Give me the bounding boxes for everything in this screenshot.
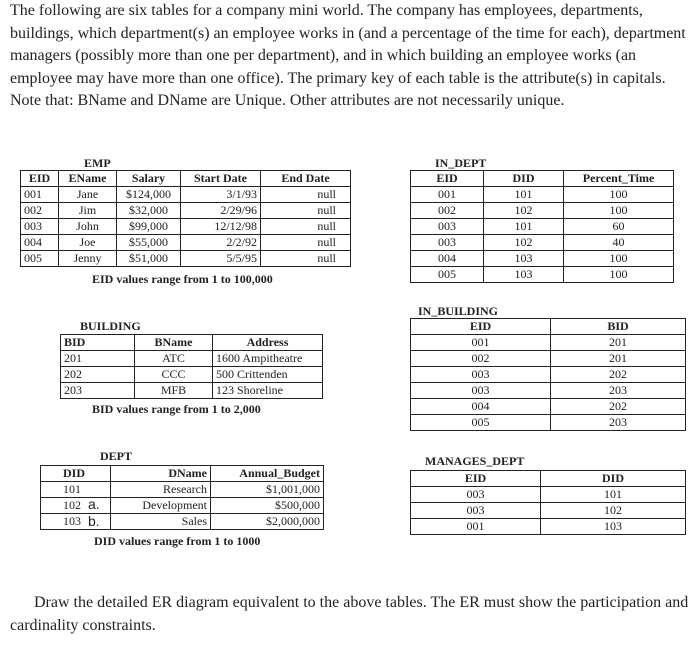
table-row [411, 203, 674, 219]
emp-table [20, 170, 351, 267]
table-row [411, 487, 686, 503]
table-row [21, 219, 351, 235]
table-row [411, 219, 674, 235]
in-dept-cell: 003 [411, 219, 484, 235]
building-cell: MFB [135, 383, 213, 399]
dept-cell: 102 [41, 498, 111, 514]
in-dept-cell: 002 [411, 203, 484, 219]
building-header-bid: BID [61, 335, 135, 351]
table-row [411, 251, 674, 267]
emp-title: EMP [84, 156, 111, 170]
emp-cell: 003 [21, 219, 59, 235]
emp-cell: $99,000 [117, 219, 181, 235]
in-building-cell: 003 [411, 383, 551, 399]
table-row [411, 519, 686, 535]
in-building-header-row [411, 319, 686, 335]
handwritten-mark-b: b. [88, 513, 100, 529]
dept-cell: $2,000,000 [211, 514, 324, 530]
building-cell: 500 Crittenden [213, 367, 323, 383]
table-row [41, 514, 324, 530]
manages-dept-cell: 103 [541, 519, 686, 535]
emp-cell: John [59, 219, 117, 235]
in-dept-cell: 103 [484, 267, 564, 283]
in-dept-cell: 100 [564, 187, 674, 203]
table-row [21, 251, 351, 267]
dept-cell: 103 [41, 514, 111, 530]
emp-cell: Jane [59, 187, 117, 203]
emp-cell: 5/5/95 [181, 251, 261, 267]
building-note: BID values range from 1 to 2,000 [92, 402, 261, 416]
in-building-title: IN_BUILDING [418, 304, 499, 318]
table-row [411, 399, 686, 415]
emp-cell: Joe [59, 235, 117, 251]
manages-dept-cell: 101 [541, 487, 686, 503]
manages-dept-title: MANAGES_DEPT [425, 454, 525, 468]
dept-cell: $500,000 [211, 498, 324, 514]
emp-cell: null [261, 219, 351, 235]
building-cell: CCC [135, 367, 213, 383]
manages-dept-header-row [411, 471, 686, 487]
dept-note: DID values range from 1 to 1000 [94, 534, 261, 548]
table-row [411, 503, 686, 519]
dept-cell: $1,001,000 [211, 482, 324, 498]
in-building-cell: 001 [411, 335, 551, 351]
dept-title: DEPT [100, 449, 133, 463]
in-dept-cell: 101 [484, 219, 564, 235]
in-dept-cell: 100 [564, 251, 674, 267]
emp-cell: 2/29/96 [181, 203, 261, 219]
in-building-cell: 202 [551, 367, 686, 383]
table-row [41, 498, 324, 514]
in-dept-title: IN_DEPT [435, 156, 487, 170]
in-building-table [410, 318, 686, 431]
table-row [21, 203, 351, 219]
in-building-cell: 004 [411, 399, 551, 415]
emp-header-ename: EName [59, 171, 117, 187]
in-building-cell: 003 [411, 367, 551, 383]
building-cell: 202 [61, 367, 135, 383]
table-row [21, 235, 351, 251]
table-row [411, 267, 674, 283]
in-dept-table [410, 170, 674, 283]
in-dept-cell: 103 [484, 251, 564, 267]
emp-header-eid: EID [21, 171, 59, 187]
emp-header-salary: Salary [117, 171, 181, 187]
manages-dept-cell: 003 [411, 487, 541, 503]
emp-cell: 004 [21, 235, 59, 251]
table-row [411, 235, 674, 251]
dept-header-row [41, 466, 324, 482]
in-dept-header-percent-time: Percent_Time [564, 171, 674, 187]
building-table [60, 334, 323, 399]
dept-cell: Sales [111, 514, 211, 530]
building-header-address: Address [213, 335, 323, 351]
in-dept-cell: 102 [484, 235, 564, 251]
in-dept-header-did: DID [484, 171, 564, 187]
instruction-paragraph: Draw the detailed ER diagram equivalent to the above tables. The ER must show the participation and cardinality constraints. [10, 594, 689, 634]
table-row [411, 187, 674, 203]
building-cell: ATC [135, 351, 213, 367]
in-dept-cell: 001 [411, 187, 484, 203]
dept-header-dname: DName [111, 466, 211, 482]
building-cell: 203 [61, 383, 135, 399]
manages-dept-cell: 003 [411, 503, 541, 519]
emp-cell: null [261, 235, 351, 251]
emp-note: EID values range from 1 to 100,000 [92, 272, 273, 286]
emp-cell: null [261, 203, 351, 219]
in-dept-cell: 101 [484, 187, 564, 203]
building-cell: 201 [61, 351, 135, 367]
in-building-cell: 201 [551, 351, 686, 367]
dept-cell: 101 [41, 482, 111, 498]
in-dept-cell: 102 [484, 203, 564, 219]
dept-table [40, 465, 324, 530]
manages-dept-table [410, 470, 686, 535]
in-dept-cell: 005 [411, 267, 484, 283]
in-dept-cell: 100 [564, 267, 674, 283]
table-row [411, 351, 686, 367]
emp-cell: 001 [21, 187, 59, 203]
manages-dept-cell: 001 [411, 519, 541, 535]
in-building-cell: 202 [551, 399, 686, 415]
in-dept-cell: 60 [564, 219, 674, 235]
emp-cell: $124,000 [117, 187, 181, 203]
emp-cell: 3/1/93 [181, 187, 261, 203]
emp-header-row [21, 171, 351, 187]
emp-cell: $51,000 [117, 251, 181, 267]
manages-dept-header-did: DID [541, 471, 686, 487]
emp-cell: Jenny [59, 251, 117, 267]
table-row [61, 367, 323, 383]
in-building-cell: 201 [551, 335, 686, 351]
in-dept-cell: 003 [411, 235, 484, 251]
handwritten-mark-a: a. [88, 496, 100, 512]
in-dept-header-eid: EID [411, 171, 484, 187]
intro-paragraph: The following are six tables for a company mini world. The company has employees, departments, buildings, which department(s) an employee works in (and a percentage of the time for each), department managers (possibly more than one per department), and in which building an employee works (an employee may have more than one office). The primary key of each table is the attribute(s) in capitals. Note that: BName and DName are Unique. Other attributes are not necessarily unique. [10, 2, 686, 110]
emp-cell: $32,000 [117, 203, 181, 219]
dept-cell: Development [111, 498, 211, 514]
emp-header-end-date: End Date [261, 171, 351, 187]
building-title: BUILDING [80, 319, 141, 333]
emp-cell: 005 [21, 251, 59, 267]
manages-dept-cell: 102 [541, 503, 686, 519]
table-row [61, 351, 323, 367]
in-building-cell: 203 [551, 415, 686, 431]
in-dept-cell: 100 [564, 203, 674, 219]
emp-cell: Jim [59, 203, 117, 219]
building-header-bname: BName [135, 335, 213, 351]
table-row [411, 367, 686, 383]
table-row [411, 383, 686, 399]
manages-dept-header-eid: EID [411, 471, 541, 487]
building-cell: 1600 Ampitheatre [213, 351, 323, 367]
emp-cell: 12/12/98 [181, 219, 261, 235]
emp-cell: null [261, 187, 351, 203]
building-header-row [61, 335, 323, 351]
table-row [61, 383, 323, 399]
table-row [41, 482, 324, 498]
in-building-cell: 005 [411, 415, 551, 431]
emp-cell: 002 [21, 203, 59, 219]
emp-cell: null [261, 251, 351, 267]
table-row [411, 335, 686, 351]
in-building-cell: 002 [411, 351, 551, 367]
dept-header-annual-budget: Annual_Budget [211, 466, 324, 482]
in-building-cell: 203 [551, 383, 686, 399]
in-building-header-bid: BID [551, 319, 686, 335]
emp-cell: $55,000 [117, 235, 181, 251]
in-building-header-eid: EID [411, 319, 551, 335]
in-dept-cell: 004 [411, 251, 484, 267]
emp-header-start-date: Start Date [181, 171, 261, 187]
in-dept-cell: 40 [564, 235, 674, 251]
table-row [411, 415, 686, 431]
building-cell: 123 Shoreline [213, 383, 323, 399]
emp-cell: 2/2/92 [181, 235, 261, 251]
in-dept-header-row [411, 171, 674, 187]
table-row [21, 187, 351, 203]
dept-cell: Research [111, 482, 211, 498]
dept-header-did: DID [41, 466, 111, 482]
